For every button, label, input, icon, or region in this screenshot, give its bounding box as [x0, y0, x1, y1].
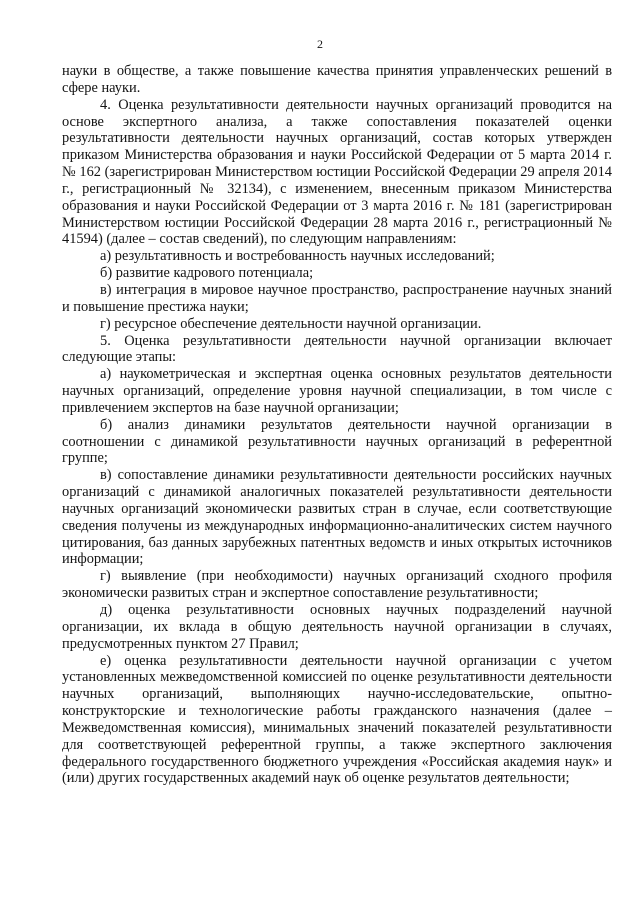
paragraph: а) результативность и востребованность научных исследований;	[100, 248, 495, 265]
document-body	[62, 63, 612, 787]
paragraph: б) развитие кадрового потенциала;	[100, 265, 314, 282]
paragraph: а) наукометрическая и экспертная оценка основных результатов деятельности научных организаций, определение уровня научной специализации, в том числе с привлечением экспертов на базе научной организации;	[62, 366, 612, 416]
paragraph: г) выявление (при необходимости) научных организаций сходного профиля экономически развитых стран и экспертное сопоставление результативности;	[62, 568, 612, 602]
paragraph: 4. Оценка результативности деятельности научных организаций проводится на основе экспертного анализа, а также сопоставления показателей оценки результативности деятельности научных организаций, состав которых утвержден приказом Министерства образования и науки Российской Федерации от 5 марта 2014 г. № 162 (зарегистрирован Министерством юстиции Российской Федерации 29 апреля 2014 г., регистрационный № 32134), с изменением, внесенным приказом Министерства образования и науки Российской Федерации от 3 марта 2016 г. № 181 (зарегистрирован Министерством юстиции Российской Федерации 28 марта 2016 г., регистрационный № 41594) (далее – состав сведений), по следующим направлениям:	[62, 96, 612, 248]
paragraph: г) ресурсное обеспечение деятельности научной организации.	[100, 315, 482, 332]
paragraph: е) оценка результативности деятельности научной организации с учетом установленных межведомственной комиссией по оценке результативности деятельности научных организаций, выполняющих научно-исследовательские, опытно-конструкторские и технологические работы гражданского назначения (далее – Межведомственная комиссия), минимальных значений показателей результативности для соответствующей референтной группы, а также экспертного заключения федерального государственного бюджетного учреждения «Российская академия наук» и (или) других государственных академий наук об оценке результатов деятельности;	[62, 652, 612, 787]
paragraph: в) интеграция в мировое научное пространство, распространение научных знаний и повышение престижа науки;	[62, 281, 612, 315]
paragraph: 5. Оценка результативности деятельности научной организации включает следующие этапы:	[62, 332, 612, 366]
paragraph: д) оценка результативности основных научных подразделений научной организации, их вклада в общую деятельность научной организации в случаях, предусмотренных пунктом 27 Правил;	[62, 602, 612, 652]
paragraph: в) сопоставление динамики результативности деятельности российских научных организаций с динамикой аналогичных показателей результативности деятельности научных организаций экономически развитых стран в случае, если соответствующие сведения получены из международных информационно-аналитических систем научного цитирования, баз данных зарубежных патентных ведомств и иных открытых источников информации;	[62, 467, 612, 568]
page-number: 2	[317, 37, 323, 51]
paragraph: б) анализ динамики результатов деятельности научной организации в соотношении с динамикой результативности научных организаций в референтной группе;	[62, 416, 612, 467]
paragraph: науки в обществе, а также повышение качества принятия управленческих решений в сфере науки.	[62, 63, 612, 96]
